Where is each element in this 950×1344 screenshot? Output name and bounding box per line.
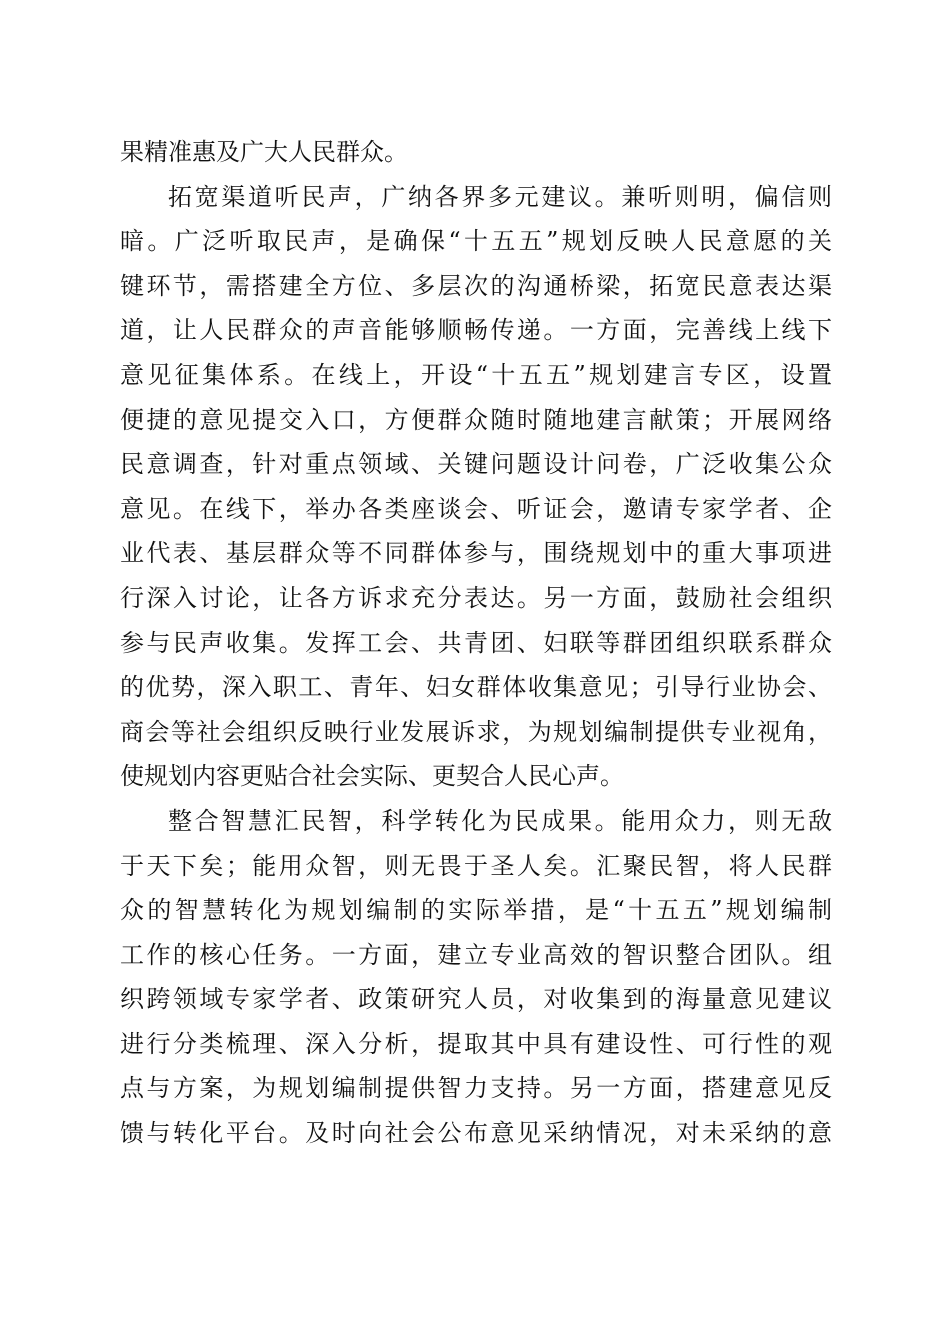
text-line: 键环节，需搭建全方位、多层次的沟通桥梁，拓宽民意表达渠 (120, 271, 832, 300)
text-line: 进行分类梳理、深入分析，提取其中具有建设性、可行性的观 (120, 1029, 832, 1058)
text-line: 工作的核心任务。一方面，建立专业高效的智识整合团队。组 (120, 940, 832, 969)
text-line: 意见征集体系。在线上，开设“十五五”规划建言专区，设置 (120, 360, 832, 389)
text-line: 的优势，深入职工、青年、妇女群体收集意见；引导行业协会、 (120, 673, 832, 702)
text-line: 整合智慧汇民智，科学转化为民成果。能用众力，则无敌 (168, 806, 832, 835)
text-line: 道，让人民群众的声音能够顺畅传递。一方面，完善线上线下 (120, 316, 832, 345)
text-line: 民意调查，针对重点领域、关键问题设计问卷，广泛收集公众 (120, 450, 832, 479)
paragraph-3 (120, 799, 832, 1156)
text-line: 使规划内容更贴合社会实际、更契合人民心声。 (120, 762, 624, 791)
text-line: 便捷的意见提交入口，方便群众随时随地建言献策；开展网络 (120, 405, 832, 434)
paragraph-1 (120, 130, 832, 175)
text-line: 意见。在线下，举办各类座谈会、听证会，邀请专家学者、企 (120, 494, 832, 523)
text-line: 参与民声收集。发挥工会、共青团、妇联等群团组织联系群众 (120, 628, 832, 657)
text-line: 点与方案，为规划编制提供智力支持。另一方面，搭建意见反 (120, 1074, 832, 1103)
text-line: 暗。广泛听取民声，是确保“十五五”规划反映人民意愿的关 (120, 227, 832, 256)
text-line: 业代表、基层群众等不同群体参与，围绕规划中的重大事项进 (120, 539, 832, 568)
text-line: 果精准惠及广大人民群众。 (120, 138, 408, 166)
body-text (120, 130, 832, 1156)
text-line: 拓宽渠道听民声，广纳各界多元建议。兼听则明，偏信则 (168, 182, 832, 211)
text-line: 于天下矣；能用众智，则无畏于圣人矣。汇聚民智，将人民群 (120, 851, 832, 880)
text-line: 商会等社会组织反映行业发展诉求，为规划编制提供专业视角， (120, 717, 832, 746)
text-line: 行深入讨论，让各方诉求充分表达。另一方面，鼓励社会组织 (120, 583, 832, 612)
text-line: 馈与转化平台。及时向社会公布意见采纳情况，对未采纳的意 (120, 1119, 832, 1148)
text-line: 众的智慧转化为规划编制的实际举措，是“十五五”规划编制 (120, 896, 832, 925)
text-line: 织跨领域专家学者、政策研究人员，对收集到的海量意见建议 (120, 985, 832, 1014)
paragraph-2 (120, 175, 832, 799)
